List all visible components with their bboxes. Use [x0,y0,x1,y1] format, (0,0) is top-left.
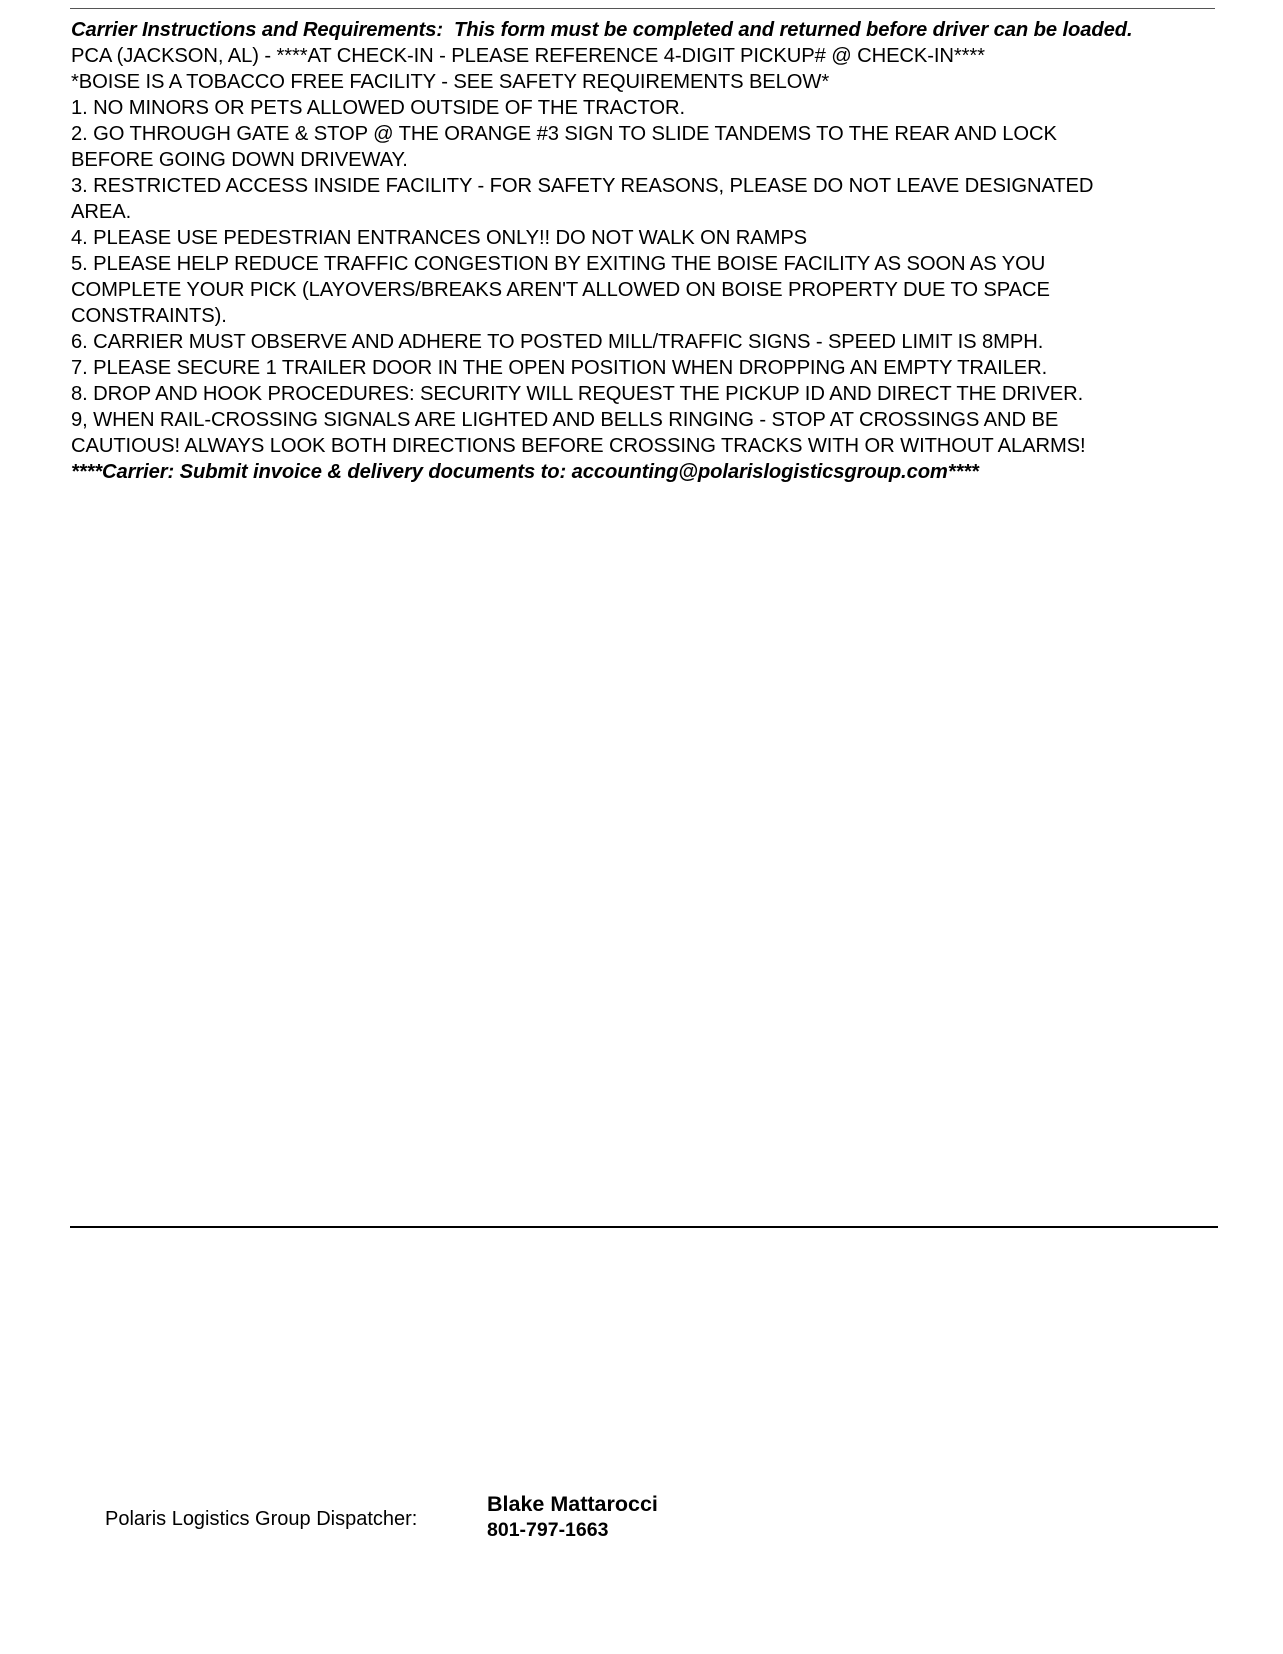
instruction-line: AREA. [71,201,132,223]
instruction-line: PCA (JACKSON, AL) - ****AT CHECK-IN - PLEASE REFERENCE 4-DIGIT PICKUP# @ CHECK-IN**** [71,45,985,67]
top-divider [70,8,1215,9]
instruction-line: 9, WHEN RAIL-CROSSING SIGNALS ARE LIGHTED AND BELLS RINGING - STOP AT CROSSINGS AND BE [71,409,1059,431]
instruction-line: 1. NO MINORS OR PETS ALLOWED OUTSIDE OF THE TRACTOR. [71,97,685,119]
instruction-line: 2. GO THROUGH GATE & STOP @ THE ORANGE #3 SIGN TO SLIDE TANDEMS TO THE REAR AND LOCK [71,123,1057,145]
instruction-line: 3. RESTRICTED ACCESS INSIDE FACILITY - FOR SAFETY REASONS, PLEASE DO NOT LEAVE DESIGNATED [71,175,1094,197]
instruction-line: 7. PLEASE SECURE 1 TRAILER DOOR IN THE OPEN POSITION WHEN DROPPING AN EMPTY TRAILER. [71,357,1048,379]
instruction-line: 6. CARRIER MUST OBSERVE AND ADHERE TO POSTED MILL/TRAFFIC SIGNS - SPEED LIMIT IS 8MPH. [71,331,1044,353]
instruction-line: 8. DROP AND HOOK PROCEDURES: SECURITY WILL REQUEST THE PICKUP ID AND DIRECT THE DRIVER. [71,383,1084,405]
instruction-line: COMPLETE YOUR PICK (LAYOVERS/BREAKS AREN'T ALLOWED ON BOISE PROPERTY DUE TO SPACE [71,279,1050,301]
instruction-line: BEFORE GOING DOWN DRIVEWAY. [71,149,408,171]
dispatcher-phone: 801-797-1663 [487,1519,609,1541]
instruction-line: CAUTIOUS! ALWAYS LOOK BOTH DIRECTIONS BEFORE CROSSING TRACKS WITH OR WITHOUT ALARMS! [71,435,1086,457]
signature-divider [70,1226,1218,1228]
dispatcher-label: Polaris Logistics Group Dispatcher: [105,1508,418,1530]
carrier-instructions [71,17,1221,485]
instruction-line: 5. PLEASE HELP REDUCE TRAFFIC CONGESTION BY EXITING THE BOISE FACILITY AS SOON AS YOU [71,253,1046,275]
instructions-heading: Carrier Instructions and Requirements: This form must be completed and returned before driver can be loaded. [71,19,1133,41]
instruction-line: CONSTRAINTS). [71,305,227,327]
instruction-line: *BOISE IS A TOBACCO FREE FACILITY - SEE SAFETY REQUIREMENTS BELOW* [71,71,830,93]
invoice-submission-note: ****Carrier: Submit invoice & delivery documents to: accounting@polarislogisticsgroup.com**** [71,461,979,483]
instruction-line: 4. PLEASE USE PEDESTRIAN ENTRANCES ONLY!! DO NOT WALK ON RAMPS [71,227,808,249]
dispatcher-name: Blake Mattarocci [487,1492,658,1516]
